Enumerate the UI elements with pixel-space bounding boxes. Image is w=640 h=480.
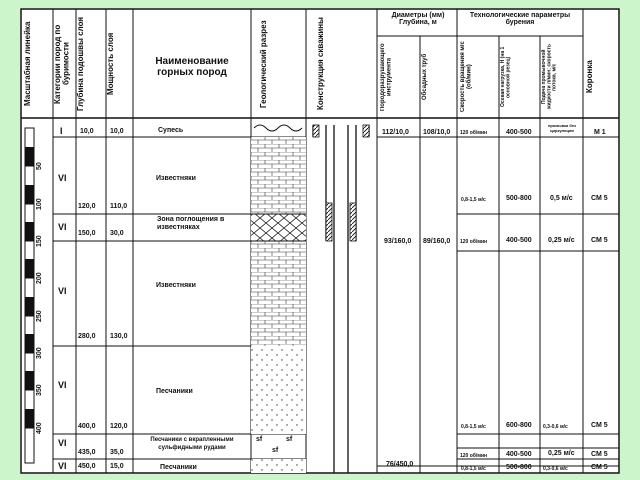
axial-load: 400-500 (506, 237, 532, 244)
layer-name: Известняки (156, 282, 196, 289)
well-log-sheet (20, 8, 620, 474)
header-scale: Масштабная линейка (23, 21, 32, 107)
header-casing-diameter: Обсадных труб (422, 53, 428, 101)
rotation-speed: 0,8-1,5 м/с (461, 466, 486, 472)
layer-thickness: 35,0 (110, 449, 124, 456)
header-rotation-speed: Скорость вращения м/с (об/мин) (460, 41, 473, 113)
scale-tick: 300 (36, 347, 43, 359)
layer-name: Известняки (156, 175, 196, 182)
scale-tick: 250 (36, 310, 43, 322)
bit-type: СМ 5 (591, 464, 608, 471)
layer-name: Зона поглощения в известняках (157, 216, 225, 231)
header-thickness: Мощность слоя (106, 32, 115, 96)
layer-bottom-depth: 450,0 (78, 463, 96, 470)
layer-category: I (60, 126, 63, 136)
bit-type: СМ 5 (591, 422, 608, 429)
scale-tick: 150 (36, 235, 43, 247)
rotation-speed: 0,8-1,5 м/с (461, 424, 486, 430)
layer-thickness: 15,0 (110, 463, 124, 470)
axial-load: 400-500 (506, 129, 532, 136)
header-category: Категории пород по буримости (53, 24, 71, 104)
sulfide-symbol: sf (286, 436, 293, 443)
layer-name: Супесь (158, 127, 184, 134)
bit-diameter: 76/450,0 (386, 461, 414, 468)
bit-type: СМ 5 (591, 195, 608, 202)
layer-bottom-depth: 435,0 (78, 449, 96, 456)
scale-tick: 100 (36, 198, 43, 210)
flush-fluid: 0,3-0,6 м/с (543, 424, 568, 430)
header-bottom-depth: Глубина подошвы слоя (76, 16, 85, 112)
flush-fluid: 0,3-0,6 м/с (543, 466, 568, 472)
bit-diameter: 112/10,0 (382, 129, 409, 136)
rotation-speed: 0,8-1,5 м/с (461, 197, 486, 203)
rotation-speed: 120 об/мин (460, 239, 488, 245)
bit-type: СМ 5 (591, 451, 608, 458)
layer-category: VI (58, 222, 67, 232)
scale-tick: 50 (36, 162, 43, 170)
scale-tick: 400 (36, 422, 43, 434)
bit-type: СМ 5 (591, 237, 608, 244)
layer-thickness: 10,0 (110, 128, 124, 135)
flush-fluid: 0,25 м/с (548, 237, 575, 244)
bit-diameter: 93/160,0 (384, 238, 412, 245)
layer-category: VI (58, 286, 67, 296)
flush-fluid: 0,5 м/с (550, 195, 573, 202)
layer-category: VI (58, 380, 67, 390)
layer-thickness: 130,0 (110, 333, 128, 340)
layer-bottom-depth: 120,0 (78, 203, 96, 210)
scale-tick: 200 (36, 272, 43, 284)
layer-name: Песчаники с вкрапленными сульфидными рудами (150, 437, 234, 451)
layer-bottom-depth: 10,0 (80, 128, 94, 135)
layer-bottom-depth: 150,0 (78, 230, 96, 237)
header-rock-name: Наименование горных пород (155, 56, 229, 78)
flush-fluid: промывка без циркуляции (547, 123, 577, 133)
casing-diameter: 89/160,0 (423, 238, 451, 245)
rotation-speed: 120 об/мин (460, 130, 488, 136)
flush-fluid: 0,25 м/с (548, 450, 575, 457)
axial-load: 400-500 (506, 451, 532, 458)
layer-category: VI (58, 173, 67, 183)
layer-name: Песчаники (160, 464, 197, 471)
axial-load: 500-800 (506, 464, 532, 471)
header-flush-fluid: Подача промывочной жидкости л/мин; скорость потока, м/с (541, 44, 558, 110)
scale-tick: 350 (36, 384, 43, 396)
header-tech-group: Технологические параметры бурения (469, 12, 571, 26)
layer-thickness: 110,0 (110, 203, 128, 210)
layer-bottom-depth: 280,0 (78, 333, 96, 340)
header-diameters-group: Диаметры (мм) Глубина, м (391, 12, 445, 26)
bit-type: М 1 (594, 129, 606, 136)
rotation-speed: 120 об/мин (460, 453, 488, 459)
header-bit-type: Коронка (585, 60, 594, 94)
layer-thickness: 120,0 (110, 423, 128, 430)
layer-thickness: 30,0 (110, 230, 124, 237)
axial-load: 500-800 (506, 195, 532, 202)
layer-category: VI (58, 461, 67, 471)
header-bit-diameter: Породоразрушающего инструмента (380, 43, 393, 111)
header-axial-load: Осевая нагрузка, Н (на 1 основной резец) (500, 46, 512, 108)
sulfide-symbol: sf (256, 436, 263, 443)
header-geo-section: Геологический разрез (259, 20, 268, 108)
layer-bottom-depth: 400,0 (78, 423, 96, 430)
axial-load: 600-800 (506, 422, 532, 429)
sulfide-symbol: sf (272, 447, 279, 454)
layer-category: VI (58, 438, 67, 448)
layer-name: Песчаники (156, 388, 193, 395)
casing-diameter: 108/10,0 (423, 129, 451, 136)
header-well-design: Конструкция скважины (316, 17, 325, 111)
